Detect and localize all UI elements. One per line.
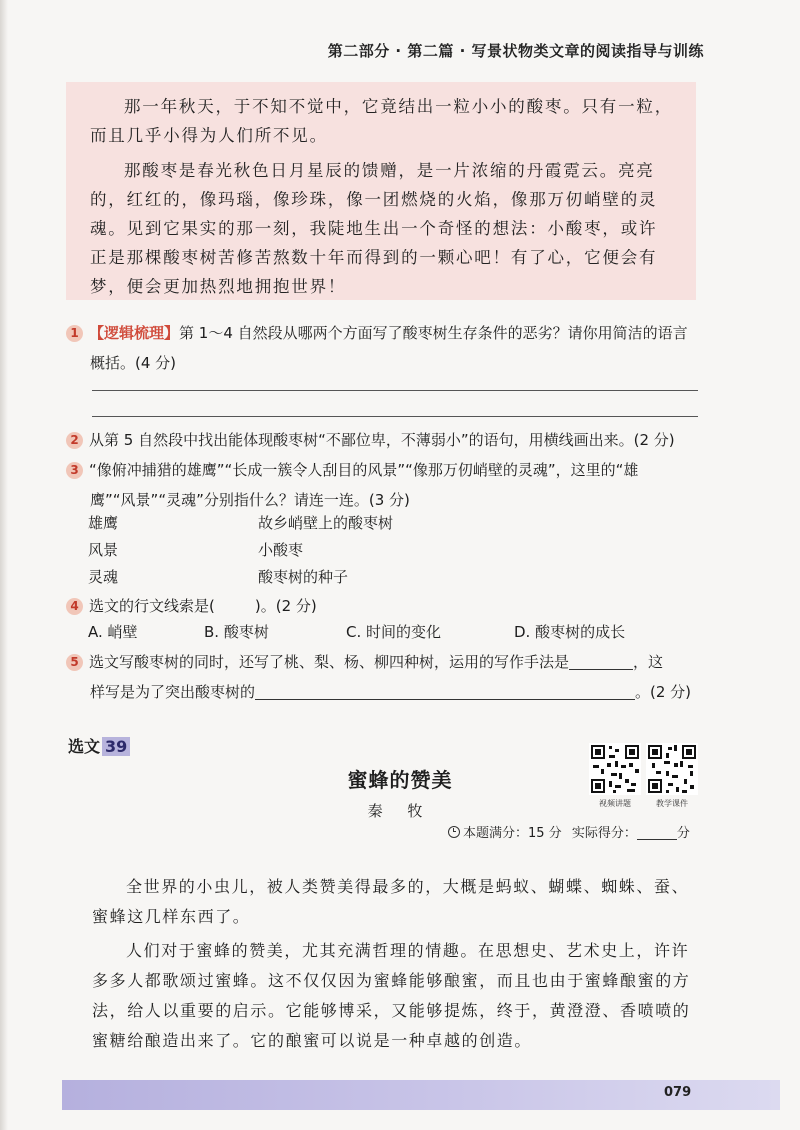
match-right-item[interactable]: 小酸枣 (258, 541, 304, 559)
qr-caption: 视频讲题 (599, 799, 631, 808)
question-text: 从第 5 自然段中找出能体现酸枣树“不鄙位卑，不薄弱小”的语句，用横线画出来。(2 分) (89, 431, 675, 449)
question-tag: 【逻辑梳理】 (89, 324, 180, 342)
question-2 (66, 425, 706, 455)
match-left-column (88, 510, 118, 591)
question-text: 选文的行文线索是( (89, 597, 215, 615)
passage-excerpt-box (66, 82, 696, 300)
section-label-text: 选文 (68, 737, 101, 756)
article-paragraph: 全世界的小虫儿，被人类赞美得最多的，大概是蚂蚁、蝴蝶、蜘蛛、蚕、蜜蜂这几样东西了。 (92, 877, 690, 926)
actual-score-unit: 分 (676, 826, 690, 841)
question-text: 样写是为了突出酸枣树的 (90, 683, 256, 701)
qr-code-video[interactable] (589, 743, 641, 795)
qr-code-courseware[interactable] (646, 743, 698, 795)
question-text: ，这 (633, 653, 664, 671)
question-number-badge: 3 (66, 462, 83, 479)
option-c[interactable]: C. 时间的变化 (346, 623, 442, 641)
question-text: 选文写酸枣树的同时，还写了桃、梨、杨、柳四种树，运用的写作手法是 (89, 653, 570, 671)
page-number: 079 (664, 1085, 692, 1100)
match-left-item[interactable]: 灵魂 (88, 568, 119, 586)
question-4 (66, 591, 706, 621)
answer-blank[interactable] (569, 653, 633, 670)
question-5 (66, 647, 706, 707)
qr-code-icon (589, 743, 641, 795)
question-text: 。(2 分) (635, 683, 692, 701)
question-number-badge: 5 (66, 654, 83, 671)
question-text-continued: 概括。(4 分) (90, 354, 177, 372)
qr-code-icon (646, 743, 698, 795)
match-left-item[interactable]: 雄鹰 (88, 514, 119, 532)
match-left-item[interactable]: 风景 (88, 541, 119, 559)
passage-paragraph: 那酸枣是春光秋色日月星辰的馈赠，是一片浓缩的丹霞霓云。亮亮的，红红的，像玛瑙，像珍珠，像一团燃烧的火焰，像那万仞峭壁的灵魂。见到它果实的那一刻，我陡地生出一个奇怪的想法：小酸枣，或许正是那棵酸枣树苦修苦熬数十年而得到的一颗心吧！有了心，它便会有梦，便会更加热烈地拥抱世界！ (90, 161, 658, 296)
option-a[interactable]: A. 峭壁 (88, 623, 138, 641)
answer-line[interactable] (92, 416, 698, 417)
answer-line[interactable] (92, 390, 698, 391)
score-line (448, 822, 690, 841)
option-d[interactable]: D. 酸枣树的成长 (514, 623, 626, 641)
section-number-badge: 39 (102, 737, 130, 756)
actual-score-blank[interactable] (637, 826, 677, 840)
full-score: 本题满分：15 分 (463, 826, 562, 841)
question-1 (66, 318, 706, 378)
clock-icon (448, 826, 460, 838)
actual-score-label: 实际得分： (571, 826, 637, 841)
match-right-column (258, 510, 393, 591)
qr-caption: 教学课件 (656, 799, 688, 808)
match-right-item[interactable]: 酸枣树的种子 (258, 568, 349, 586)
question-text-continued: 鹰”“风景”“灵魂”分别指什么？请连一连。(3 分) (90, 491, 410, 509)
question-number-badge: 4 (66, 598, 83, 615)
question-text: 第 1～4 自然段从哪两个方面写了酸枣树生存条件的恶劣？请你用简洁的语言 (179, 324, 688, 342)
article-author: 秦 牧 (367, 802, 433, 820)
match-right-item[interactable]: 故乡峭壁上的酸枣树 (258, 514, 394, 532)
passage-paragraph: 那一年秋天，于不知不觉中，它竟结出一粒小小的酸枣。只有一粒，而且几乎小得为人们所不见。 (90, 97, 673, 145)
article-paragraph: 人们对于蜜蜂的赞美，尤其充满哲理的情趣。在思想史、艺术史上，许许多多人都歌颂过蜜蜂。这不仅仅因为蜜蜂能够酿蜜，而且也由于蜜蜂酿蜜的方法，给人以重要的启示。它能够博采，又能够提炼，终于，黄澄澄、香喷喷的蜜糖给酿造出来了。它的酿蜜可以说是一种卓越的创造。 (92, 941, 691, 1050)
page-gutter-shade (0, 0, 8, 1130)
article-body (92, 872, 698, 1056)
question-text: “像俯冲捕猎的雄鹰”“长成一簇令人刮目的风景”“像那万仞峭壁的灵魂”，这里的“雄 (89, 461, 639, 479)
running-header: 第二部分 · 第二篇 · 写景状物类文章的阅读指导与训练 (327, 42, 704, 60)
question-text-suffix: )。(2 分) (254, 597, 317, 615)
section-label (68, 734, 130, 757)
option-b[interactable]: B. 酸枣树 (204, 623, 269, 641)
question-number-badge: 2 (66, 432, 83, 449)
question-3 (66, 455, 706, 515)
question-number-badge: 1 (66, 325, 83, 342)
answer-blank[interactable] (255, 683, 635, 700)
article-title: 蜜蜂的赞美 (347, 768, 453, 792)
